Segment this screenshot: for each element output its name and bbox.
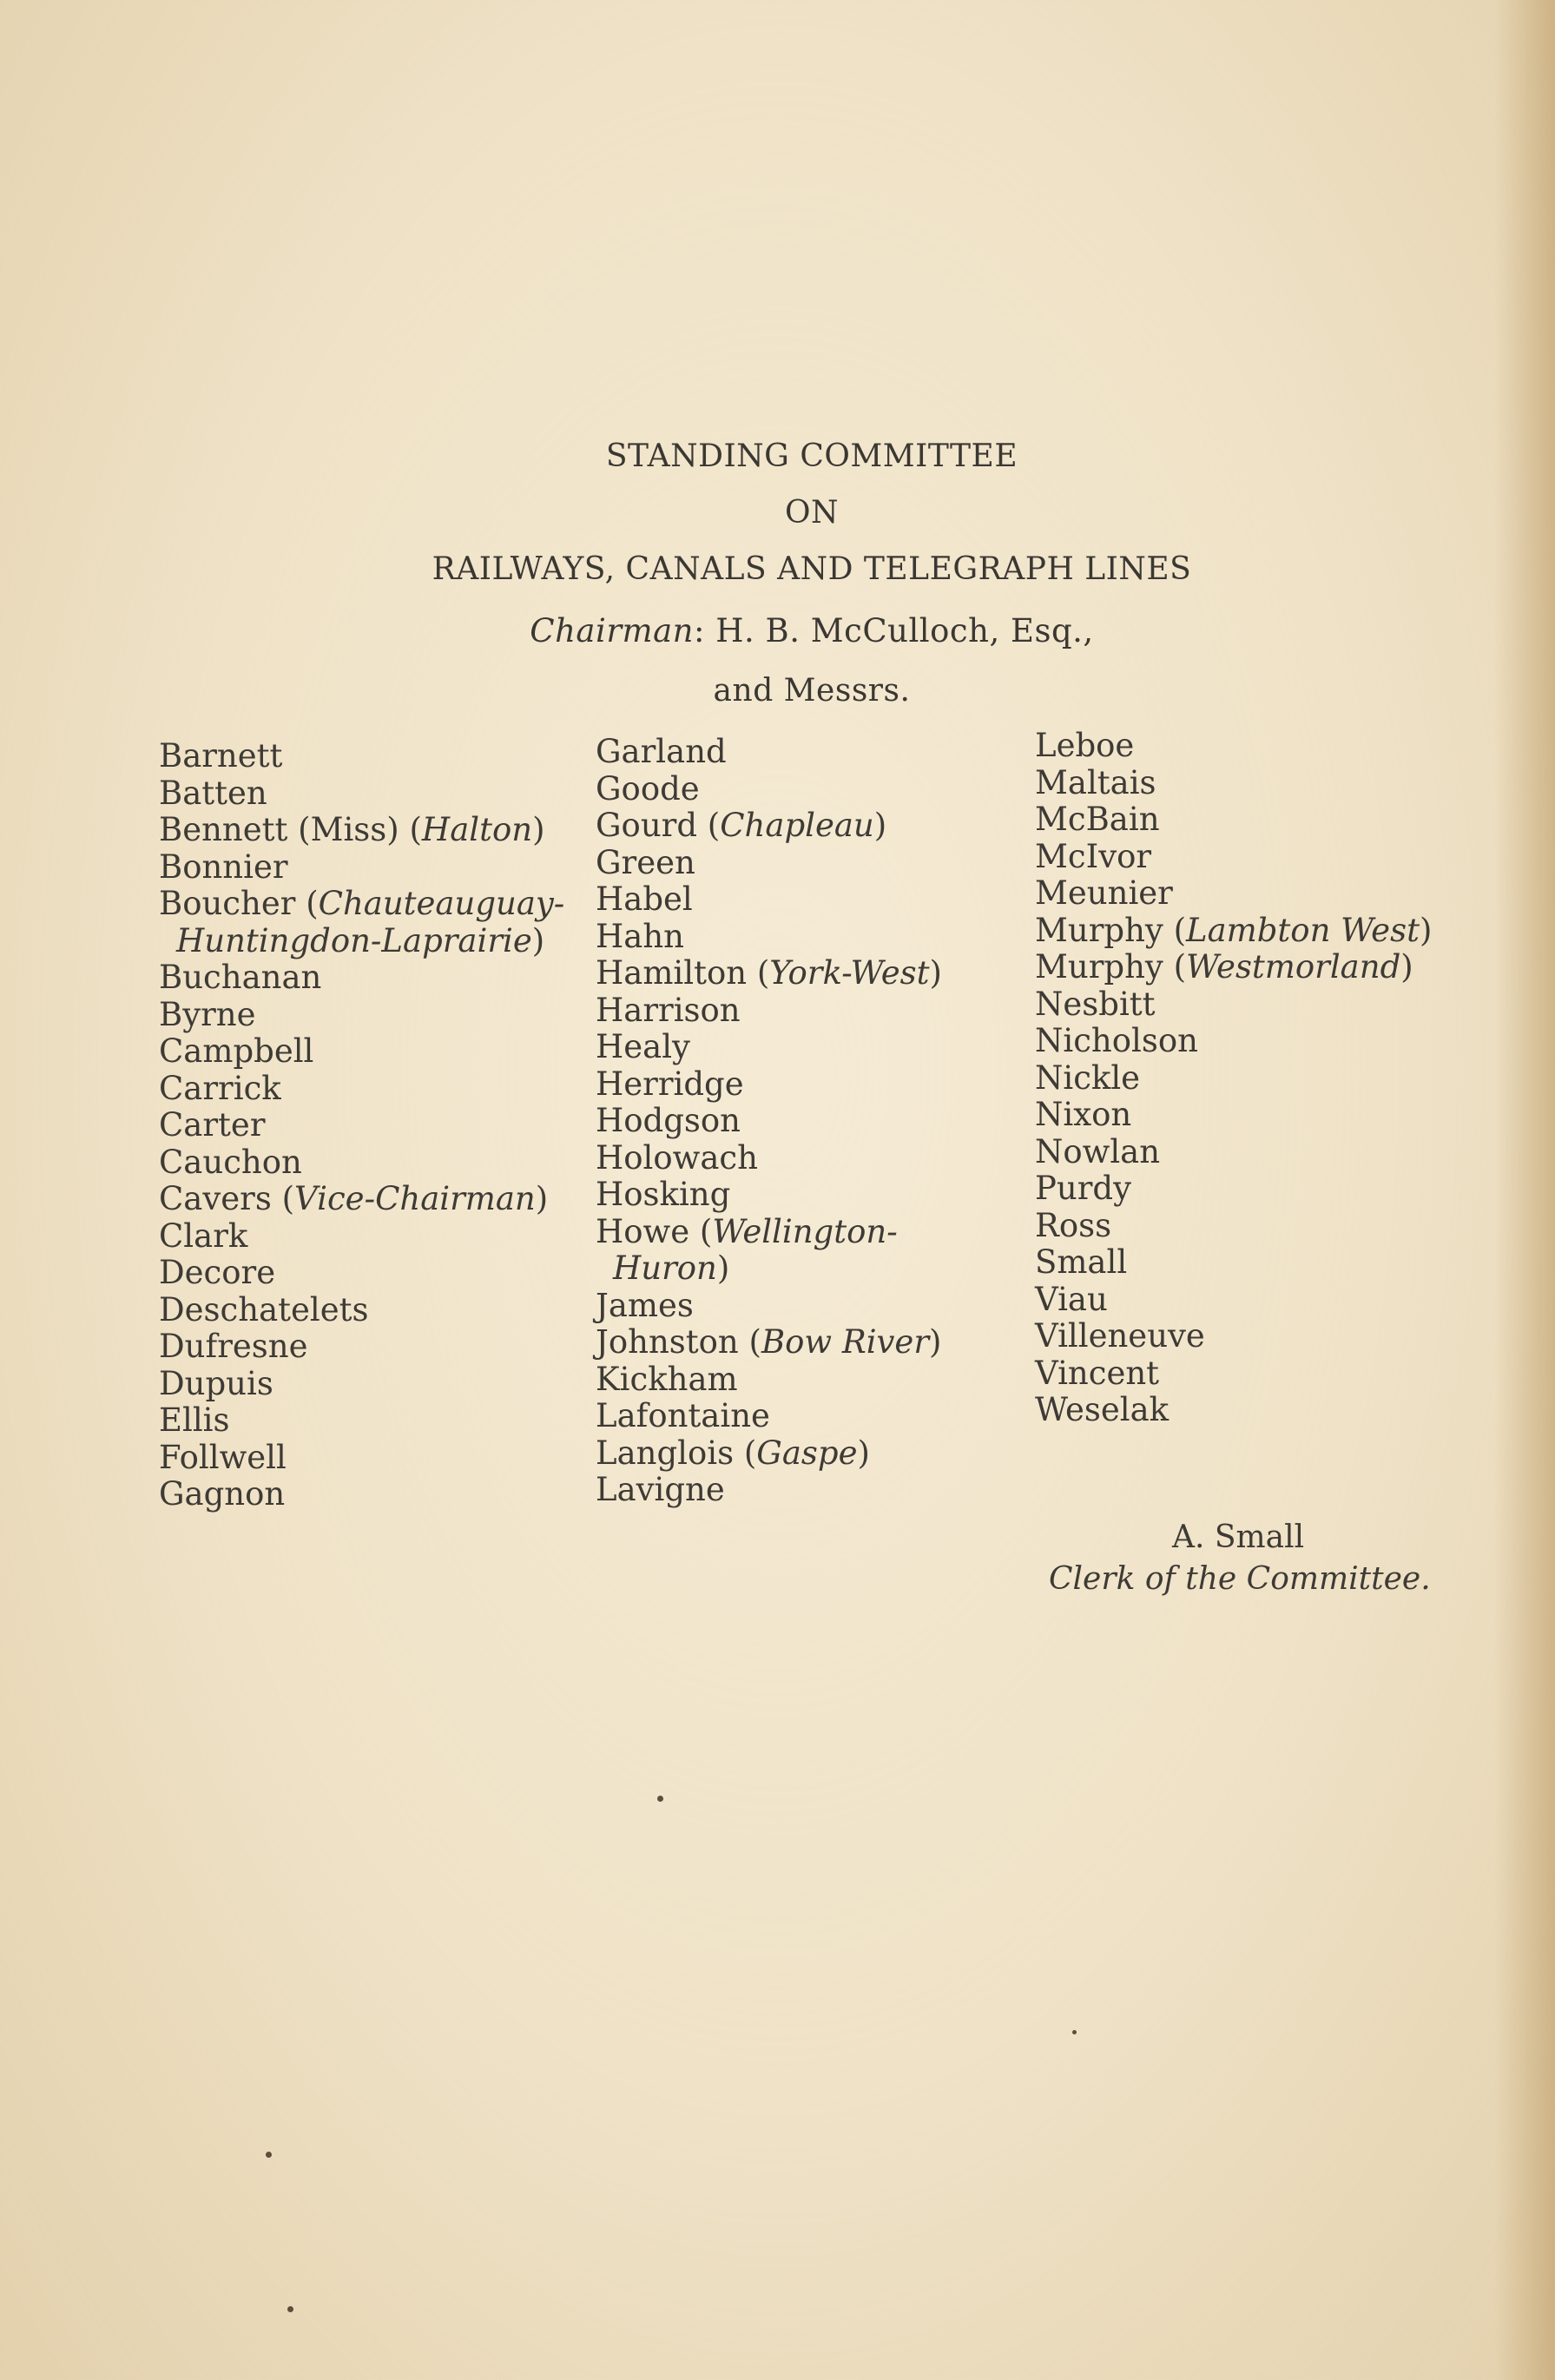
member-name: Carter [159, 1106, 266, 1144]
member-name: Habel [596, 880, 693, 918]
member-entry [596, 1066, 942, 1104]
chairman-label: Chairman [530, 612, 694, 649]
member-name: Meunier [1035, 874, 1173, 912]
member-name: Deschatelets [159, 1290, 369, 1328]
member-name: Gourd [596, 807, 698, 844]
member-name: Cavers [159, 1180, 272, 1217]
paper-speck [266, 2152, 272, 2158]
member-district: Bow River [761, 1323, 930, 1361]
member-district: Chauteauguay- [318, 885, 565, 922]
member-entry [596, 1140, 942, 1177]
member-entry: Bennett (Miss) (Halton) [159, 811, 545, 848]
member-name: Healy [596, 1028, 690, 1065]
member-name: Herridge [596, 1065, 744, 1103]
member-name: Leboe [1035, 727, 1135, 764]
member-name: Barnett [159, 737, 283, 775]
member-name: Murphy [1035, 911, 1163, 949]
member-entry [1035, 1134, 1432, 1171]
page-edge-shadow [1494, 0, 1555, 2380]
member-entry [159, 1107, 564, 1144]
member-name: Carrick [159, 1069, 281, 1107]
member-entry [159, 1476, 564, 1513]
member-district: Lambton West [1186, 911, 1420, 949]
member-name: Hamilton [596, 954, 748, 992]
member-entry [1035, 1097, 1432, 1134]
member-name: Howe [596, 1212, 690, 1250]
member-entry [596, 1029, 942, 1066]
clerk-title: Clerk of the Committee. [1049, 1561, 1431, 1597]
member-name: Kickham [596, 1360, 738, 1398]
member-name: Decore [159, 1254, 276, 1291]
member-name: Ellis [159, 1401, 230, 1439]
member-district: Huntingdon-Laprairie [176, 921, 532, 959]
member-name: Holowach [596, 1138, 758, 1177]
member-entry [159, 1218, 564, 1256]
member-entry [1035, 765, 1432, 802]
member-name: Nixon [1035, 1096, 1132, 1133]
member-name: Cauchon [159, 1143, 302, 1181]
member-entry [596, 845, 942, 882]
member-column-3 [1035, 728, 1432, 1429]
member-entry [596, 992, 942, 1030]
member-entry [596, 1361, 942, 1399]
member-entry [159, 1255, 564, 1292]
member-column-2 [596, 734, 942, 1509]
member-column-1 [159, 738, 564, 1513]
member-name: Dupuis [159, 1364, 273, 1402]
member-name: Boucher [159, 885, 296, 922]
member-entry [596, 1177, 942, 1214]
member-name: Murphy [1035, 948, 1163, 986]
member-entry: Johnston (Bow River) [596, 1323, 942, 1361]
member-entry [159, 1292, 564, 1329]
member-entry [1035, 875, 1432, 913]
member-entry [596, 919, 942, 956]
member-entry: Hamilton (York-West) [596, 954, 942, 992]
member-name: Garland [596, 733, 727, 770]
member-entry [596, 734, 942, 771]
member-name: Nickle [1035, 1058, 1141, 1097]
member-entry [596, 1103, 942, 1140]
member-entry [1035, 1355, 1432, 1393]
member-entry [159, 849, 564, 887]
member-district: Westmorland [1186, 948, 1401, 986]
member-entry: Cavers (Vice-Chairman) [159, 1180, 549, 1217]
paper-speck [287, 2306, 293, 2312]
title-line-2: ON [784, 495, 839, 531]
member-name: Byrne [159, 995, 256, 1033]
member-name: Goode [596, 769, 700, 808]
member-entry [159, 775, 564, 813]
member-name: Harrison [596, 991, 741, 1029]
paper-speck [1072, 2030, 1077, 2034]
member-name: Hosking [596, 1176, 731, 1213]
member-name: Lafontaine [596, 1397, 770, 1434]
member-entry [596, 881, 942, 919]
member-entry [159, 1440, 564, 1477]
member-name: Ross [1035, 1206, 1112, 1244]
member-name: Hodgson [596, 1102, 741, 1139]
member-name: Clark [159, 1216, 248, 1255]
and-messrs: and Messrs. [713, 673, 911, 709]
member-name: Johnston [596, 1323, 739, 1361]
title-line-3: RAILWAYS, CANALS AND TELEGRAPH LINES [432, 551, 1192, 587]
member-name: Batten [159, 774, 267, 812]
member-name: McBain [1035, 801, 1160, 838]
member-district: Vice-Chairman [294, 1180, 536, 1217]
chairman-name: H. B. McCulloch, Esq., [715, 612, 1094, 649]
member-entry [159, 997, 564, 1034]
member-entry [596, 1288, 942, 1325]
title-line-1: STANDING COMMITTEE [605, 438, 1018, 474]
member-name: Follwell [159, 1438, 287, 1476]
paper-speck [657, 1796, 663, 1802]
member-name: Weselak [1035, 1391, 1170, 1428]
chairman-line: Chairman: H. B. McCulloch, Esq., [530, 612, 1094, 649]
member-entry [159, 1033, 564, 1071]
member-name: James [596, 1286, 694, 1324]
member-district: Chapleau [720, 807, 874, 844]
member-name: Bonnier [159, 847, 288, 886]
member-entry [596, 1472, 942, 1509]
member-name: Hahn [596, 917, 684, 955]
member-name: Lavigne [596, 1471, 725, 1508]
member-district: Halton [421, 811, 533, 848]
member-entry: Gourd (Chapleau) [596, 807, 887, 844]
member-entry [1035, 1170, 1432, 1208]
member-entry: Huntingdon-Laprairie) [176, 921, 545, 959]
member-district: Huron [613, 1249, 717, 1287]
member-district: Gaspe [756, 1434, 858, 1472]
member-name: Gagnon [159, 1475, 286, 1513]
member-district: Wellington- [712, 1212, 898, 1250]
member-entry [1035, 839, 1432, 876]
member-name: Purdy [1035, 1170, 1131, 1207]
member-entry [596, 771, 942, 808]
member-name: Nowlan [1035, 1132, 1161, 1170]
member-name: Langlois [596, 1434, 735, 1472]
member-entry: Howe (Wellington- [596, 1212, 898, 1250]
member-name: Viau [1035, 1280, 1108, 1318]
member-entry [596, 1398, 942, 1435]
member-entry [1035, 1244, 1432, 1282]
member-entry [159, 738, 564, 775]
member-entry [1035, 1282, 1432, 1319]
member-name: McIvor [1035, 837, 1152, 875]
member-entry [1035, 1318, 1432, 1355]
member-entry: Murphy (Westmorland) [1035, 948, 1413, 986]
member-name: Green [596, 843, 695, 881]
member-entry [159, 959, 564, 997]
member-entry [159, 1071, 564, 1108]
member-name: Nesbitt [1035, 985, 1156, 1023]
member-name: Maltais [1035, 763, 1156, 801]
member-district: York-West [769, 954, 930, 992]
member-name: Campbell [159, 1032, 314, 1070]
member-name: Dufresne [159, 1328, 308, 1365]
member-entry [1035, 1208, 1432, 1245]
member-entry [1035, 986, 1432, 1024]
member-name: Villeneuve [1035, 1317, 1205, 1355]
member-entry [159, 1328, 564, 1366]
member-name: Bennett (Miss) [159, 811, 399, 848]
member-name: Buchanan [159, 959, 322, 996]
member-entry: Boucher (Chauteauguay- [159, 885, 565, 922]
member-name: Vincent [1035, 1354, 1160, 1392]
member-entry [1035, 1023, 1432, 1060]
member-entry [159, 1402, 564, 1440]
member-name: Nicholson [1035, 1022, 1198, 1059]
clerk-name: A. Small [1172, 1520, 1305, 1555]
member-entry [159, 1144, 564, 1182]
member-name: Small [1035, 1243, 1128, 1281]
member-entry [159, 1366, 564, 1403]
member-entry: Murphy (Lambton West) [1035, 911, 1433, 949]
member-entry [1035, 728, 1432, 765]
member-entry: Langlois (Gaspe) [596, 1434, 870, 1472]
member-entry [1035, 1392, 1432, 1429]
member-entry: Huron) [613, 1249, 730, 1287]
member-entry [1035, 801, 1432, 839]
member-entry [1035, 1060, 1432, 1098]
